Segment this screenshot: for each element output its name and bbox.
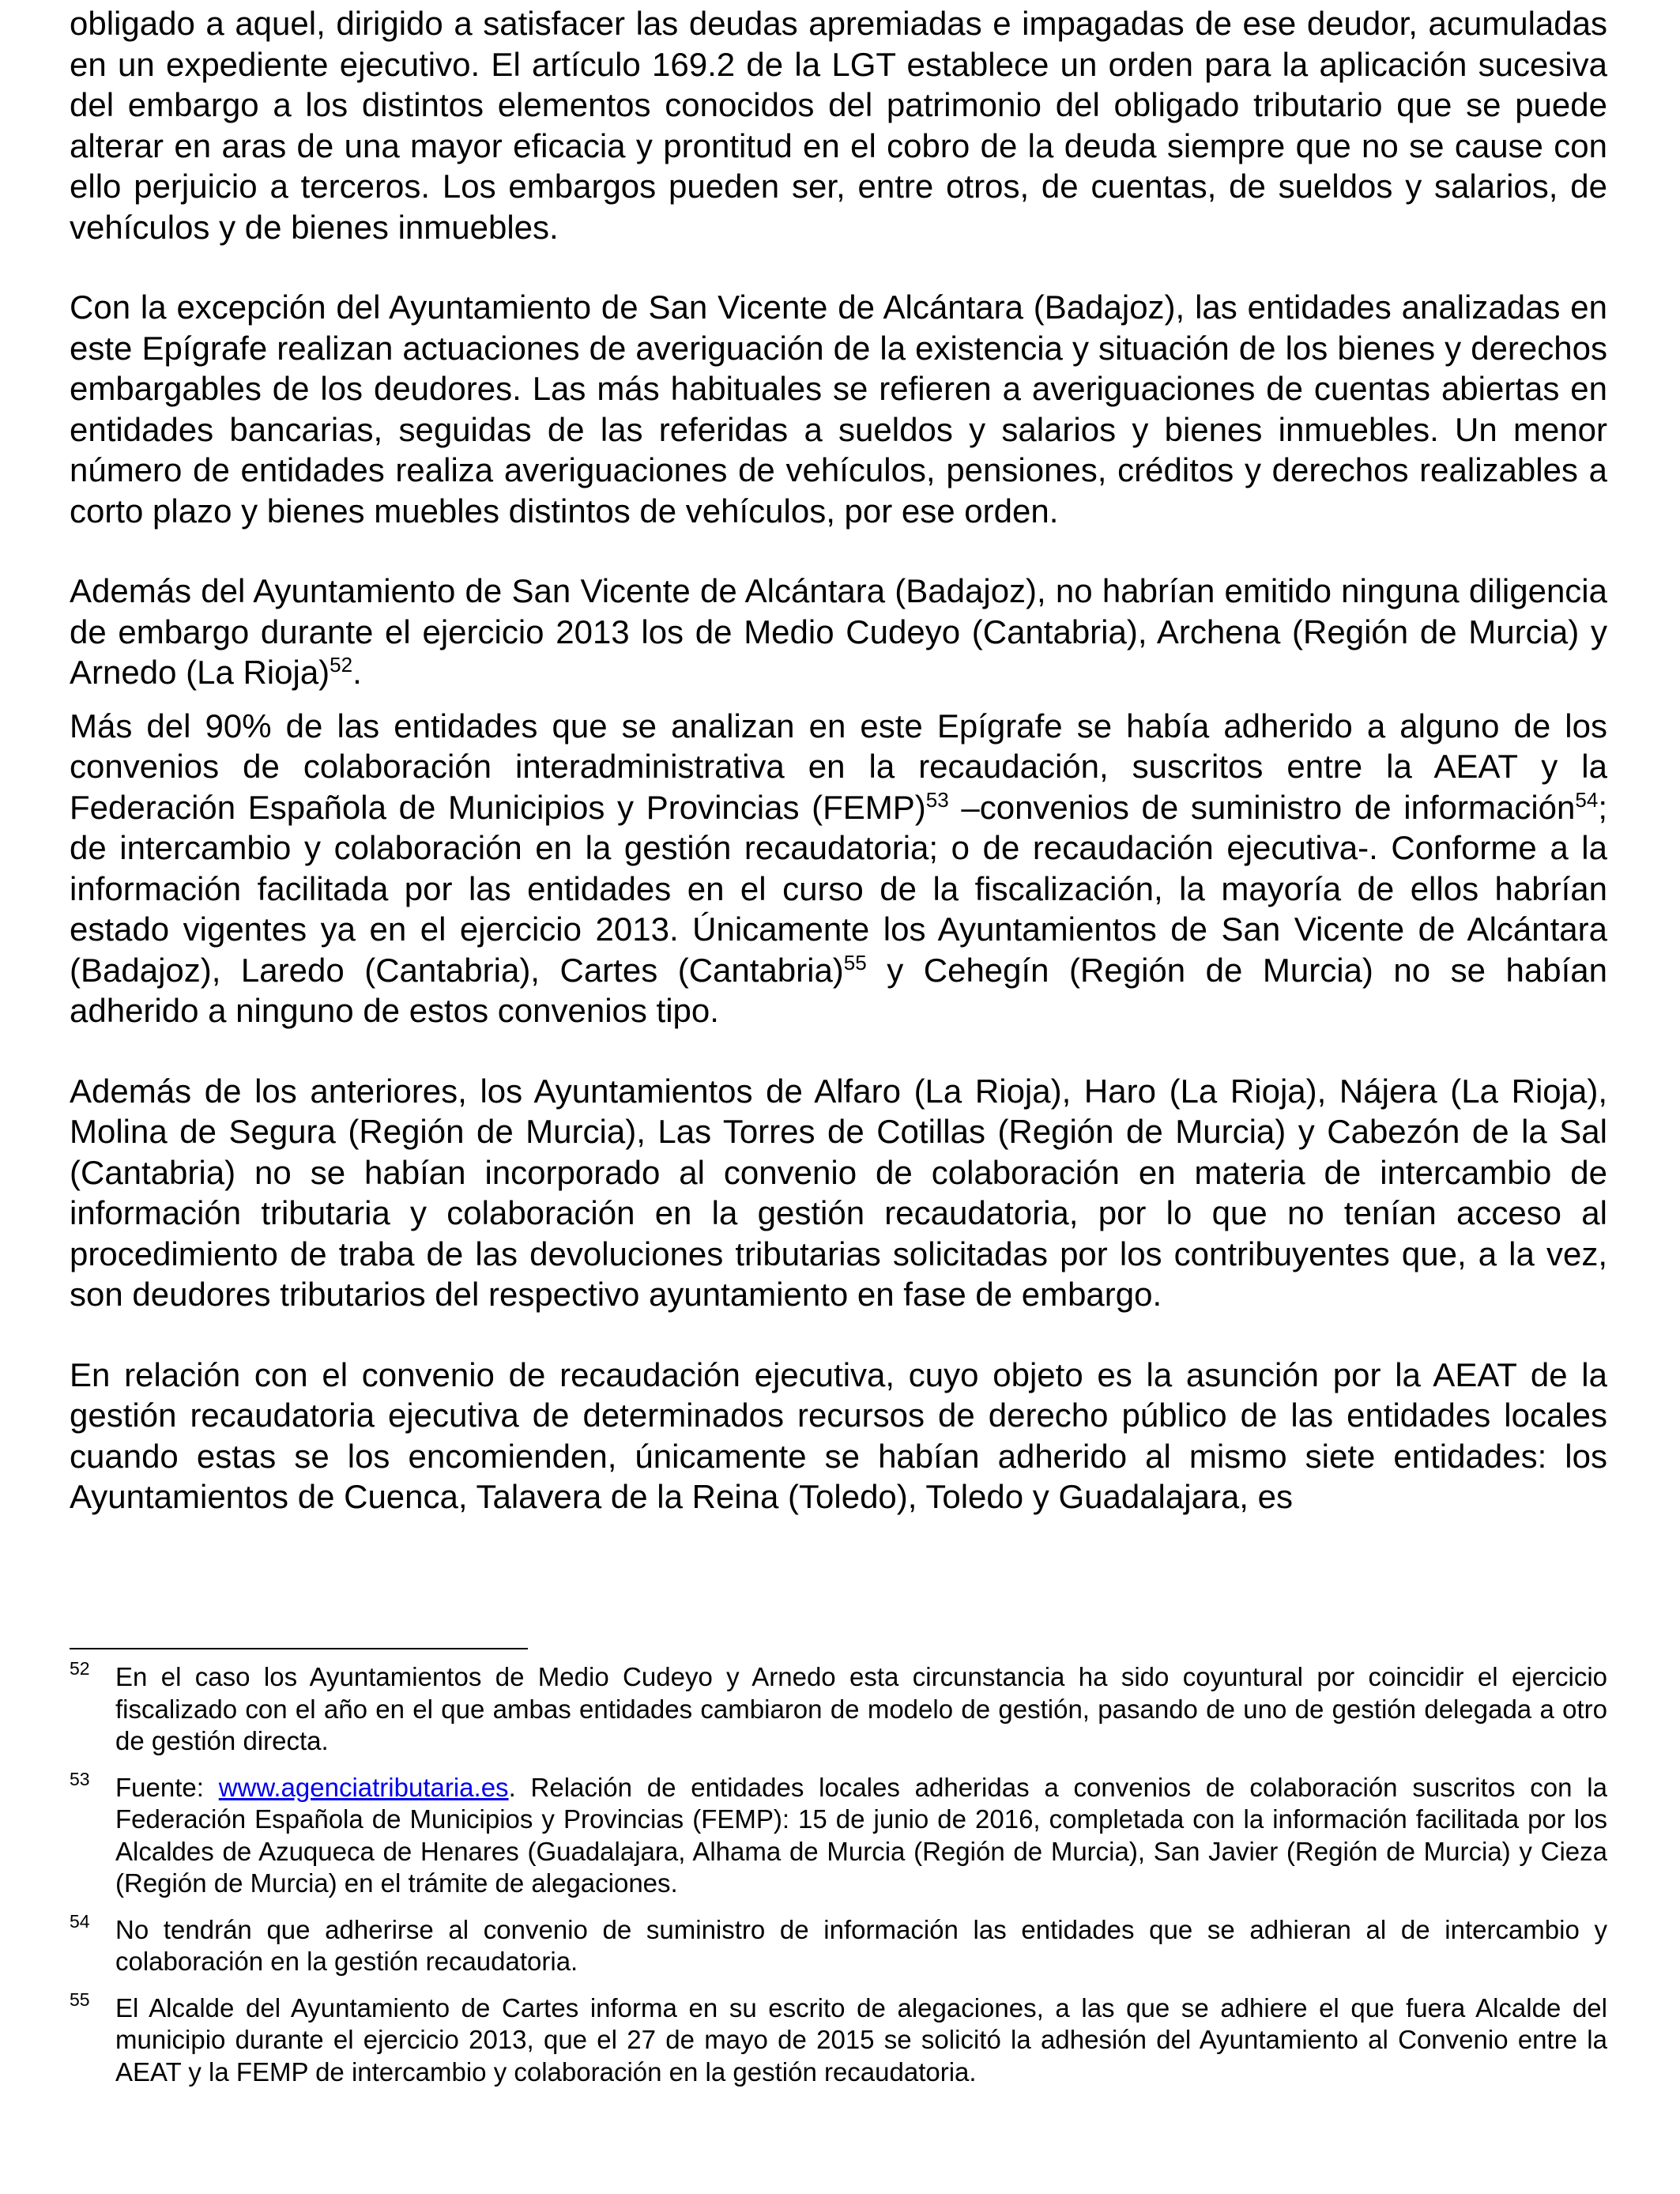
paragraph-text: ; de intercambio y colaboración en la gestión recaudatoria; o de recaudación ejecutiva-. Conforme a la información facilitada por las entidades en el curso de la fiscalización, la mayoría de ellos habrían estado vigentes ya en el ejercicio 2013. Únicamente los Ayuntamientos de San Vicente de Alcántara (Badajoz), Laredo (Cantabria), Cartes (Cantabria) — [70, 788, 1607, 989]
paragraph-recaudacion-ejecutiva: En relación con el convenio de recaudación ejecutiva, cuyo objeto es la asunción por la AEAT de la gestión recaudatoria ejecutiva de determinados recursos de derecho público de las entidades locales cuando estas se los encomienden, únicamente se habían adherido al mismo siete entidades: los Ayuntamientos de Cuenca, Talavera de la Reina (Toledo), Toledo y Guadalajara, es — [70, 1355, 1607, 1515]
footnote-number: 53 — [70, 1768, 90, 1789]
footnotes-section — [70, 1658, 1607, 2088]
paragraph-text: Además del Ayuntamiento de San Vicente de Alcántara (Badajoz), no habrían emitido ninguna diligencia de embargo durante el ejercicio 2013 los de Medio Cudeyo (Cantabria), Archena (Región de Murcia) y Arnedo (La Rioja) — [70, 572, 1607, 691]
footnote-text: En el caso los Ayuntamientos de Medio Cudeyo y Arnedo esta circunstancia ha sido coyuntural por coincidir el ejercicio fiscalizado con el año en el que ambas entidades cambiaron de modelo de gestión, pasando de uno de gestión delegada a otro de gestión directa. — [115, 1662, 1607, 1755]
paragraph-averiguacion: Con la excepción del Ayuntamiento de San Vicente de Alcántara (Badajoz), las entidades analizadas en este Epígrafe realizan actuaciones de averiguación de la existencia y situación de los bienes y derechos embargables de los deudores. Las más habituales se refieren a averiguaciones de cuentas abiertas en entidades bancarias, seguidas de las referidas a sueldos y salarios y bienes inmuebles. Un menor número de entidades realiza averiguaciones de vehículos, pensiones, créditos y derechos realizables a corto plazo y bienes muebles distintos de vehículos, por ese orden. — [70, 288, 1607, 530]
paragraph-intercambio: Además de los anteriores, los Ayuntamientos de Alfaro (La Rioja), Haro (La Rioja), Nájera (La Rioja), Molina de Segura (Región de Murcia), Las Torres de Cotillas (Región de Murcia) y Cabezón de la Sal (Cantabria) no se habían incorporado al convenio de colaboración en materia de intercambio de información tributaria y colaboración en la gestión recaudatoria, por lo que no tenían acceso al procedimiento de traba de las devoluciones tributarias solicitadas por los contribuyentes que, a la vez, son deudores tributarios del respectivo ayuntamiento en fase de embargo. — [70, 1072, 1607, 1313]
paragraph-text: Más del 90% de las entidades que se analizan en este Epígrafe se había adherido a alguno de los convenios de colaboración interadministrativa en la recaudación, suscritos entre la AEAT y la Federación Española de Municipios y Provincias (FEMP) — [70, 707, 1607, 826]
agencia-tributaria-link[interactable]: www.agenciatributaria.es — [218, 1772, 509, 1802]
paragraph-text: –convenios de suministro de información — [948, 788, 1576, 826]
document-body — [70, 3, 1607, 1517]
footnote-number: 52 — [70, 1658, 90, 1679]
footnote-number: 54 — [70, 1910, 90, 1932]
footnote-ref-54[interactable]: 54 — [1575, 787, 1599, 812]
paragraph-text: y Cehegín (Región de Murcia) no se habían adherido a ninguno de estos convenios tipo. — [70, 951, 1607, 1029]
paragraph-convenios — [70, 706, 1607, 1031]
footnote-53 — [70, 1768, 1607, 1900]
footnote-55 — [70, 1989, 1607, 2089]
footnote-number: 55 — [70, 1989, 90, 2010]
paragraph-embargo-order: obligado a aquel, dirigido a satisfacer las deudas apremiadas e impagadas de ese deudor, acumuladas en un expediente ejecutivo. El artículo 169.2 de la LGT establece un orden para la aplicación sucesiva del embargo a los distintos elementos conocidos del patrimonio del obligado tributario que se puede alterar en aras de una mayor eficacia y prontitud en el cobro de la deuda siempre que no se cause con ello perjuicio a terceros. Los embargos pueden ser, entre otros, de cuentas, de sueldos y salarios, de vehículos y de bienes inmuebles. — [70, 5, 1607, 246]
footnote-separator — [70, 1648, 528, 1649]
footnote-52 — [70, 1658, 1607, 1758]
footnote-text: . Relación de entidades locales adheridas a convenios de colaboración suscritos con la Federación Española de Municipios y Provincias (FEMP): 15 de junio de 2016, completada con la información facilitada por los Alcaldes de Azuqueca de Henares (Guadalajara, Alhama de Murcia (Región de Murcia), San Javier (Región de Murcia) y Cieza (Región de Murcia) en el trámite de alegaciones. — [115, 1772, 1607, 1898]
footnote-54 — [70, 1910, 1607, 1978]
paragraph-text: . — [352, 654, 362, 691]
footnote-ref-55[interactable]: 55 — [843, 950, 867, 974]
footnote-ref-53[interactable]: 53 — [925, 787, 949, 812]
footnote-text: Fuente: — [115, 1772, 219, 1802]
footnote-ref-52[interactable]: 52 — [330, 653, 353, 677]
footnote-text: No tendrán que adherirse al convenio de suministro de información las entidades que se adhieran al de intercambio y colaboración en la gestión recaudatoria. — [115, 1914, 1607, 1976]
footnote-text: El Alcalde del Ayuntamiento de Cartes informa en su escrito de alegaciones, a las que se adhiere el que fuera Alcalde del municipio durante el ejercicio 2013, que el 27 de mayo de 2015 se solicitó la adhesión del Ayuntamiento al Convenio entre la AEAT y la FEMP de intercambio y colaboración en la gestión recaudatoria. — [115, 1992, 1607, 2087]
paragraph-no-diligencias — [70, 571, 1607, 693]
